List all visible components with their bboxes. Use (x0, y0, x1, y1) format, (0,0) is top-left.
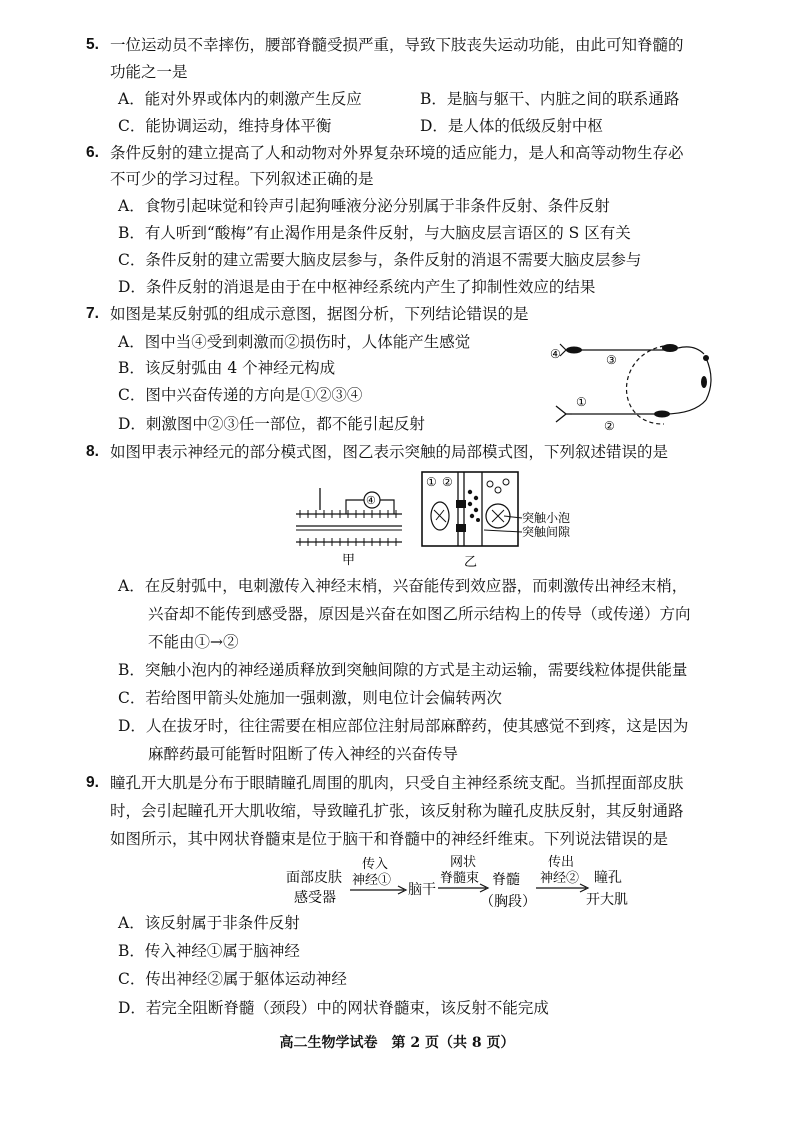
question-stem: 功能之一是 (110, 63, 188, 81)
question-number: 8. (86, 443, 99, 460)
node-pupil-muscle-2: 开大肌 (586, 892, 628, 908)
label-4: ④ (550, 347, 561, 361)
option-a-cont: 不能由①→② (148, 633, 239, 651)
question-stem: 条件反射的建立提高了人和动物对外界复杂环境的适应能力，是人和高等动物生存必 (110, 144, 684, 162)
option-b: B．突触小泡内的神经递质释放到突触间隙的方式是主动运输，需要线粒体提供能量 (118, 661, 688, 679)
question-stem: 瞳孔开大肌是分布于眼睛瞳孔周围的肌肉，只受自主神经系统支配。当抓捏面部皮肤 (110, 774, 684, 792)
figure-jia-label: 甲 (342, 553, 356, 568)
label-3: ③ (606, 353, 617, 367)
synapse-figure (418, 470, 598, 574)
figure-yi-label: 乙 (464, 555, 478, 570)
vesicle-label: 突触小泡 (522, 511, 571, 525)
option-c: C．若给图甲箭头处施加一强刺激，则电位计会偏转两次 (118, 689, 502, 707)
question-stem: 如图所示，其中网状脊髓束是位于脑干和脊髓中的神经纤维束。下列说法错误的是 (110, 830, 669, 848)
edge-reticulospinal-2: 脊髓束 (440, 871, 480, 886)
question-stem: 如图是某反射弧的组成示意图，据图分析，下列结论错误的是 (110, 305, 529, 323)
meter-label: ④ (366, 494, 376, 507)
receptor-marker (556, 406, 566, 422)
reflex-pathway-flowchart (280, 852, 640, 914)
neuron-membrane-figure (290, 484, 410, 570)
option-d: D．条件反射的消退是由于在中枢神经系统内产生了抑制性效应的结果 (118, 278, 596, 296)
page-footer: 高二生物学试卷 第 2 页（共 8 页） (279, 1035, 515, 1051)
effector-neuron-body (566, 347, 582, 354)
question-stem: 时，会引起瞳孔开大肌收缩，导致瞳孔扩张，该反射称为瞳孔皮肤反射，其反射通路 (110, 802, 684, 820)
question-stem: 一位运动员不幸摔伤，腰部脊髓受损严重，导致下肢丧失运动功能，由此可知脊髓的 (110, 36, 684, 54)
node-pupil-muscle: 瞳孔 (594, 870, 622, 886)
question-number: 9. (86, 774, 99, 791)
edge-afferent: 传入 (362, 857, 389, 872)
region-1-label: ① (426, 475, 437, 489)
edge-efferent-2: 神经② (540, 871, 580, 886)
option-d: D．刺激图中②③任一部位，都不能引起反射 (118, 415, 425, 433)
option-d: D．人在拔牙时，往往需要在相应部位注射局部麻醉药，使其感觉不到疼，这是因为 (118, 717, 689, 735)
node-skin-receptor-2: 感受器 (294, 890, 336, 906)
option-c: C．能协调运动，维持身体平衡 (118, 117, 332, 135)
option-c: C．传出神经②属于躯体运动神经 (118, 970, 347, 988)
node-skin-receptor: 面部皮肤 (286, 870, 342, 886)
question-stem: 不可少的学习过程。下列叙述正确的是 (110, 170, 374, 188)
option-b: B．有人听到“酸梅”有止渴作用是条件反射，与大脑皮层言语区的 S 区有关 (118, 224, 631, 242)
option-c: C．图中兴奋传递的方向是①②③④ (118, 386, 363, 404)
option-a: A．该反射属于非条件反射 (118, 914, 300, 932)
region-2-label: ② (442, 475, 453, 489)
edge-afferent-2: 神经① (352, 873, 392, 888)
cleft-label: 突触间隙 (522, 525, 571, 539)
option-d-cont: 麻醉药最可能暂时阻断了传入神经的兴奋传导 (148, 745, 459, 763)
label-2: ② (604, 419, 615, 433)
question-number: 6. (86, 144, 99, 161)
option-a: A．能对外界或体内的刺激产生反应 (118, 90, 362, 108)
option-a: A．在反射弧中，电刺激传入神经末梢，兴奋能传到效应器，而刺激传出神经末梢， (118, 577, 688, 595)
option-b: B．是脑与躯干、内脏之间的联系通路 (420, 90, 680, 108)
question-number: 5. (86, 36, 99, 53)
option-c: C．条件反射的建立需要大脑皮层参与，条件反射的消退不需要大脑皮层参与 (118, 251, 642, 269)
node-spinal-cord-2: （胸段） (480, 894, 536, 910)
option-b: B．该反射弧由 4 个神经元构成 (118, 359, 336, 377)
option-a: A．食物引起味觉和铃声引起狗唾液分泌分别属于非条件反射、条件反射 (118, 197, 610, 215)
edge-reticulospinal: 网状 (450, 855, 477, 870)
node-spinal-cord: 脊髓 (492, 872, 520, 888)
reflex-arc-figure (544, 330, 744, 438)
question-number: 7. (86, 305, 99, 322)
option-d: D．是人体的低级反射中枢 (420, 117, 603, 135)
option-d: D．若完全阻断脊髓（颈段）中的网状脊髓束，该反射不能完成 (118, 999, 549, 1017)
label-1: ① (576, 395, 587, 409)
node-brainstem: 脑干 (408, 882, 436, 898)
option-a-cont: 兴奋却不能传到感受器，原因是兴奋在如图乙所示结构上的传导（或传递）方向 (148, 605, 691, 623)
option-a: A．图中当④受到刺激而②损伤时，人体能产生感觉 (118, 333, 471, 351)
option-b: B．传入神经①属于脑神经 (118, 942, 300, 960)
edge-efferent: 传出 (548, 855, 575, 870)
question-stem: 如图甲表示神经元的部分模式图，图乙表示突触的局部模式图，下列叙述错误的是 (110, 443, 669, 461)
